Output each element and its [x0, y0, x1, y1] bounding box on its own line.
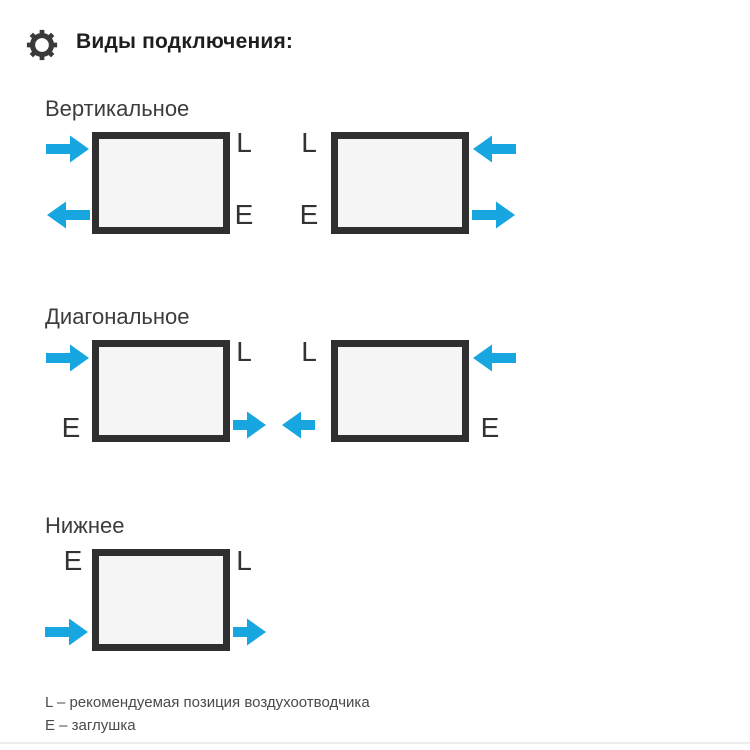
- plug-position-label: E: [63, 545, 83, 576]
- section-label: Нижнее: [45, 513, 125, 538]
- radiator-rect: [331, 132, 469, 234]
- arrow-right-icon: [45, 617, 89, 647]
- arrow-left-icon: [46, 200, 90, 230]
- plug-position-label: E: [234, 199, 254, 230]
- arrow-right-icon: [46, 343, 90, 373]
- radiator-rect: [92, 132, 230, 234]
- arrow-right-icon: [46, 134, 90, 164]
- page-title: Виды подключения:: [76, 30, 294, 53]
- vent-position-label: L: [236, 545, 252, 576]
- vent-position-label: L: [301, 336, 317, 367]
- vent-position-label: L: [301, 127, 317, 158]
- plug-position-label: E: [299, 199, 319, 230]
- gear-icon: [25, 28, 59, 62]
- legend-line-vent: L – рекомендуемая позиция воздухоотводчика: [45, 694, 370, 711]
- legend-line-plug: E – заглушка: [45, 717, 136, 734]
- plug-position-label: E: [61, 412, 81, 443]
- arrow-right-icon: [472, 200, 516, 230]
- arrow-left-icon: [472, 343, 516, 373]
- radiator-rect: [331, 340, 469, 442]
- section-label: Вертикальное: [45, 96, 190, 121]
- arrow-right-icon: [233, 617, 267, 647]
- arrow-left-icon: [281, 410, 315, 440]
- arrow-right-icon: [233, 410, 267, 440]
- plug-position-label: E: [480, 412, 500, 443]
- arrow-left-icon: [472, 134, 516, 164]
- vent-position-label: L: [236, 127, 252, 158]
- radiator-rect: [92, 340, 230, 442]
- section-label: Диагональное: [45, 304, 190, 329]
- radiator-rect: [92, 549, 230, 651]
- bottom-divider: [0, 742, 750, 744]
- vent-position-label: L: [236, 336, 252, 367]
